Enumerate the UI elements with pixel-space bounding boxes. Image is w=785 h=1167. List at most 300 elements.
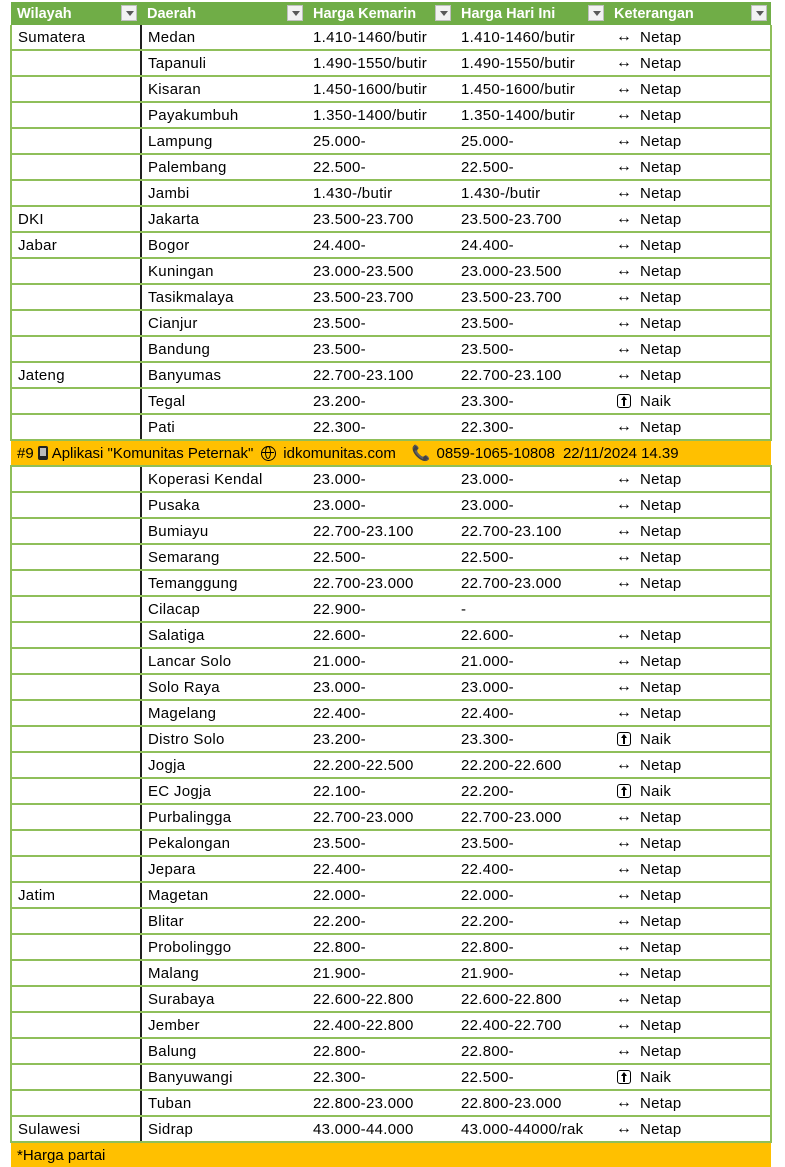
cell-keterangan[interactable] <box>608 544 771 570</box>
left-right-arrow-icon: ↔ <box>615 1016 633 1033</box>
cell-harga-kemarin[interactable]: 1.430-/butir <box>307 180 455 206</box>
cell-wilayah[interactable] <box>11 492 141 518</box>
status-label: Netap <box>640 912 682 930</box>
cell-daerah[interactable]: Blitar <box>141 908 307 934</box>
cell-harga-kemarin[interactable]: 22.400- <box>307 700 455 726</box>
cell-harga-kemarin[interactable]: 21.900- <box>307 960 455 986</box>
telephone-icon: 📞 <box>411 445 431 462</box>
cell-harga-hari-ini[interactable]: 22.500- <box>455 544 608 570</box>
cell-keterangan[interactable] <box>608 50 771 76</box>
status-label: Netap <box>640 132 682 150</box>
cell-keterangan[interactable] <box>608 1116 771 1142</box>
footer-note: *Harga partai <box>11 1142 771 1167</box>
cell-harga-kemarin[interactable]: 25.000- <box>307 128 455 154</box>
up-arrow-icon <box>617 784 631 798</box>
table-row <box>11 856 771 882</box>
table-row <box>11 180 771 206</box>
status-label: Netap <box>640 678 682 696</box>
cell-keterangan[interactable] <box>608 492 771 518</box>
cell-wilayah[interactable] <box>11 1038 141 1064</box>
cell-wilayah[interactable] <box>11 700 141 726</box>
spreadsheet <box>10 2 770 1167</box>
table-row <box>11 518 771 544</box>
cell-wilayah[interactable] <box>11 752 141 778</box>
cell-harga-hari-ini[interactable]: 22.400-22.700 <box>455 1012 608 1038</box>
filter-dropdown-icon[interactable] <box>588 5 604 21</box>
cell-daerah[interactable]: Probolinggo <box>141 934 307 960</box>
cell-wilayah[interactable] <box>11 336 141 362</box>
status-label: Netap <box>640 964 682 982</box>
cell-harga-kemarin[interactable]: 22.900- <box>307 596 455 622</box>
cell-harga-hari-ini[interactable]: 1.490-1550/butir <box>455 50 608 76</box>
cell-keterangan[interactable] <box>608 908 771 934</box>
cell-daerah[interactable]: Medan <box>141 25 307 50</box>
cell-daerah[interactable]: Magetan <box>141 882 307 908</box>
cell-daerah[interactable]: Magelang <box>141 700 307 726</box>
cell-daerah[interactable]: Balung <box>141 1038 307 1064</box>
cell-harga-kemarin[interactable]: 24.400- <box>307 232 455 258</box>
cell-harga-hari-ini[interactable]: 23.300- <box>455 388 608 414</box>
header-label: Harga Kemarin <box>313 5 417 22</box>
cell-wilayah[interactable] <box>11 180 141 206</box>
cell-daerah[interactable]: Malang <box>141 960 307 986</box>
table-row <box>11 1116 771 1142</box>
cell-harga-kemarin[interactable]: 1.450-1600/butir <box>307 76 455 102</box>
table-row <box>11 25 771 50</box>
cell-harga-hari-ini[interactable]: 22.600-22.800 <box>455 986 608 1012</box>
cell-harga-hari-ini[interactable]: 22.400- <box>455 700 608 726</box>
cell-harga-hari-ini[interactable]: 23.000- <box>455 492 608 518</box>
cell-keterangan[interactable] <box>608 1012 771 1038</box>
cell-harga-hari-ini[interactable]: 21.000- <box>455 648 608 674</box>
cell-keterangan[interactable] <box>608 830 771 856</box>
cell-daerah[interactable]: Distro Solo <box>141 726 307 752</box>
table-row <box>11 596 771 622</box>
left-right-arrow-icon: ↔ <box>615 964 633 981</box>
cell-daerah[interactable]: EC Jogja <box>141 778 307 804</box>
cell-harga-kemarin[interactable]: 22.500- <box>307 544 455 570</box>
status-label: Netap <box>640 626 682 644</box>
cell-keterangan[interactable] <box>608 986 771 1012</box>
cell-harga-hari-ini[interactable]: 22.800- <box>455 1038 608 1064</box>
cell-harga-hari-ini[interactable]: 22.300- <box>455 414 608 440</box>
cell-harga-hari-ini[interactable]: 22.700-23.100 <box>455 362 608 388</box>
cell-harga-hari-ini[interactable]: 22.200- <box>455 778 608 804</box>
cell-harga-hari-ini[interactable]: 22.600- <box>455 622 608 648</box>
cell-harga-kemarin[interactable]: 23.500- <box>307 830 455 856</box>
cell-wilayah[interactable] <box>11 466 141 492</box>
table-row <box>11 50 771 76</box>
cell-wilayah[interactable] <box>11 778 141 804</box>
cell-daerah[interactable]: Surabaya <box>141 986 307 1012</box>
cell-harga-kemarin[interactable]: 22.000- <box>307 882 455 908</box>
cell-harga-hari-ini[interactable]: 23.000- <box>455 674 608 700</box>
status-label: Netap <box>640 522 682 540</box>
cell-harga-kemarin[interactable]: 22.600- <box>307 622 455 648</box>
cell-daerah[interactable]: Sidrap <box>141 1116 307 1142</box>
cell-wilayah[interactable] <box>11 102 141 128</box>
up-arrow-icon <box>617 394 631 408</box>
cell-daerah[interactable]: Bumiayu <box>141 518 307 544</box>
cell-harga-kemarin[interactable]: 22.600-22.800 <box>307 986 455 1012</box>
cell-wilayah[interactable]: DKI <box>11 206 141 232</box>
cell-daerah[interactable]: Jambi <box>141 180 307 206</box>
cell-daerah[interactable]: Jakarta <box>141 206 307 232</box>
cell-wilayah[interactable] <box>11 414 141 440</box>
cell-daerah[interactable]: Cianjur <box>141 310 307 336</box>
cell-keterangan[interactable] <box>608 388 771 414</box>
cell-harga-kemarin[interactable]: 23.000- <box>307 466 455 492</box>
status-label: Netap <box>640 236 682 254</box>
cell-daerah[interactable]: Temanggung <box>141 570 307 596</box>
cell-keterangan[interactable] <box>608 596 771 622</box>
cell-keterangan[interactable] <box>608 154 771 180</box>
cell-wilayah[interactable] <box>11 1090 141 1116</box>
cell-wilayah[interactable] <box>11 622 141 648</box>
cell-harga-hari-ini[interactable]: 22.800-23.000 <box>455 1090 608 1116</box>
cell-wilayah[interactable] <box>11 1012 141 1038</box>
cell-daerah[interactable]: Palembang <box>141 154 307 180</box>
cell-daerah[interactable]: Banyuwangi <box>141 1064 307 1090</box>
table-row <box>11 1012 771 1038</box>
up-arrow-icon <box>617 1070 631 1084</box>
header-harga-hari-ini <box>455 2 608 25</box>
status-label: Netap <box>640 1120 682 1138</box>
cell-keterangan[interactable] <box>608 518 771 544</box>
cell-keterangan[interactable] <box>608 778 771 804</box>
cell-wilayah[interactable]: Jabar <box>11 232 141 258</box>
table-row <box>11 934 771 960</box>
cell-keterangan[interactable] <box>608 856 771 882</box>
left-right-arrow-icon: ↔ <box>615 184 633 201</box>
cell-keterangan[interactable] <box>608 570 771 596</box>
banner-website[interactable]: idkomunitas.com <box>283 444 396 462</box>
cell-wilayah[interactable] <box>11 934 141 960</box>
cell-harga-hari-ini[interactable]: 23.500-23.700 <box>455 206 608 232</box>
status-label: Netap <box>640 80 682 98</box>
cell-harga-hari-ini[interactable]: 22.500- <box>455 154 608 180</box>
cell-keterangan[interactable] <box>608 25 771 50</box>
cell-keterangan[interactable] <box>608 76 771 102</box>
status-label: Netap <box>640 366 682 384</box>
cell-daerah[interactable]: Bogor <box>141 232 307 258</box>
table-row <box>11 700 771 726</box>
cell-harga-hari-ini[interactable]: 23.000- <box>455 466 608 492</box>
cell-harga-hari-ini[interactable]: 22.700-23.100 <box>455 518 608 544</box>
cell-keterangan[interactable] <box>608 128 771 154</box>
cell-daerah[interactable]: Tapanuli <box>141 50 307 76</box>
cell-harga-hari-ini[interactable]: 22.500- <box>455 1064 608 1090</box>
cell-harga-kemarin[interactable]: 22.400-22.800 <box>307 1012 455 1038</box>
cell-harga-kemarin[interactable]: 1.490-1550/butir <box>307 50 455 76</box>
cell-harga-kemarin[interactable]: 22.500- <box>307 154 455 180</box>
cell-keterangan[interactable] <box>608 258 771 284</box>
cell-keterangan[interactable] <box>608 752 771 778</box>
left-right-arrow-icon: ↔ <box>615 1042 633 1059</box>
cell-keterangan[interactable] <box>608 674 771 700</box>
cell-harga-hari-ini[interactable]: 23.500-23.700 <box>455 284 608 310</box>
filter-dropdown-icon[interactable] <box>751 5 767 21</box>
cell-daerah[interactable]: Solo Raya <box>141 674 307 700</box>
filter-dropdown-icon[interactable] <box>287 5 303 21</box>
cell-daerah[interactable]: Purbalingga <box>141 804 307 830</box>
table-row <box>11 102 771 128</box>
cell-wilayah[interactable] <box>11 726 141 752</box>
table-row <box>11 830 771 856</box>
cell-keterangan[interactable] <box>608 726 771 752</box>
status-label: Netap <box>640 652 682 670</box>
cell-wilayah[interactable] <box>11 518 141 544</box>
cell-harga-hari-ini[interactable]: - <box>455 596 608 622</box>
cell-wilayah[interactable] <box>11 284 141 310</box>
cell-daerah[interactable]: Tasikmalaya <box>141 284 307 310</box>
cell-daerah[interactable]: Bandung <box>141 336 307 362</box>
status-label: Netap <box>640 1094 682 1112</box>
cell-wilayah[interactable] <box>11 856 141 882</box>
left-right-arrow-icon: ↔ <box>615 288 633 305</box>
cell-keterangan[interactable] <box>608 362 771 388</box>
cell-keterangan[interactable] <box>608 102 771 128</box>
cell-harga-hari-ini[interactable]: 23.500- <box>455 310 608 336</box>
table-row <box>11 986 771 1012</box>
status-label: Netap <box>640 938 682 956</box>
banner-phone[interactable]: 0859-1065-10808 <box>436 444 555 462</box>
cell-keterangan[interactable] <box>608 1090 771 1116</box>
table-row <box>11 414 771 440</box>
table-row <box>11 622 771 648</box>
header-label: Daerah <box>147 5 197 22</box>
cell-wilayah[interactable] <box>11 1064 141 1090</box>
cell-harga-hari-ini[interactable]: 22.700-23.000 <box>455 570 608 596</box>
cell-wilayah[interactable] <box>11 76 141 102</box>
cell-wilayah[interactable] <box>11 596 141 622</box>
cell-keterangan[interactable] <box>608 232 771 258</box>
cell-daerah[interactable]: Jepara <box>141 856 307 882</box>
cell-daerah[interactable]: Tegal <box>141 388 307 414</box>
cell-keterangan[interactable] <box>608 206 771 232</box>
left-right-arrow-icon: ↔ <box>615 574 633 591</box>
cell-keterangan[interactable] <box>608 180 771 206</box>
cell-harga-kemarin[interactable]: 23.200- <box>307 388 455 414</box>
cell-daerah[interactable]: Lancar Solo <box>141 648 307 674</box>
cell-harga-kemarin[interactable]: 22.300- <box>307 414 455 440</box>
cell-wilayah[interactable] <box>11 388 141 414</box>
cell-daerah[interactable]: Pusaka <box>141 492 307 518</box>
cell-harga-kemarin[interactable]: 22.800- <box>307 1038 455 1064</box>
cell-harga-kemarin[interactable]: 23.000-23.500 <box>307 258 455 284</box>
cell-daerah[interactable]: Jember <box>141 1012 307 1038</box>
cell-keterangan[interactable] <box>608 414 771 440</box>
left-right-arrow-icon: ↔ <box>615 132 633 149</box>
table-row <box>11 544 771 570</box>
cell-wilayah[interactable] <box>11 544 141 570</box>
cell-daerah[interactable]: Kuningan <box>141 258 307 284</box>
cell-wilayah[interactable] <box>11 154 141 180</box>
cell-keterangan[interactable] <box>608 882 771 908</box>
cell-wilayah[interactable] <box>11 830 141 856</box>
cell-daerah[interactable]: Jogja <box>141 752 307 778</box>
filter-dropdown-icon[interactable] <box>121 5 137 21</box>
cell-harga-hari-ini[interactable]: 22.400- <box>455 856 608 882</box>
cell-harga-kemarin[interactable]: 23.500- <box>307 336 455 362</box>
cell-wilayah[interactable] <box>11 960 141 986</box>
cell-daerah[interactable]: Lampung <box>141 128 307 154</box>
cell-daerah[interactable]: Cilacap <box>141 596 307 622</box>
cell-harga-hari-ini[interactable]: 43.000-44000/rak <box>455 1116 608 1142</box>
cell-daerah[interactable]: Semarang <box>141 544 307 570</box>
cell-harga-hari-ini[interactable]: 1.450-1600/butir <box>455 76 608 102</box>
cell-harga-kemarin[interactable]: 1.350-1400/butir <box>307 102 455 128</box>
cell-harga-hari-ini[interactable]: 24.400- <box>455 232 608 258</box>
filter-dropdown-icon[interactable] <box>435 5 451 21</box>
table-row <box>11 466 771 492</box>
cell-harga-hari-ini[interactable]: 1.350-1400/butir <box>455 102 608 128</box>
cell-wilayah[interactable] <box>11 310 141 336</box>
cell-harga-kemarin[interactable]: 23.500-23.700 <box>307 206 455 232</box>
cell-keterangan[interactable] <box>608 284 771 310</box>
left-right-arrow-icon: ↔ <box>615 106 633 123</box>
cell-daerah[interactable]: Kisaran <box>141 76 307 102</box>
cell-keterangan[interactable] <box>608 1038 771 1064</box>
cell-harga-kemarin[interactable]: 22.800-23.000 <box>307 1090 455 1116</box>
status-label: Netap <box>640 756 682 774</box>
cell-daerah[interactable]: Payakumbuh <box>141 102 307 128</box>
cell-harga-hari-ini[interactable]: 22.700-23.000 <box>455 804 608 830</box>
cell-wilayah[interactable] <box>11 128 141 154</box>
cell-wilayah[interactable] <box>11 674 141 700</box>
cell-wilayah[interactable]: Sumatera <box>11 25 141 50</box>
cell-harga-kemarin[interactable]: 23.000- <box>307 674 455 700</box>
table-row <box>11 76 771 102</box>
cell-wilayah[interactable]: Sulawesi <box>11 1116 141 1142</box>
mobile-phone-icon <box>38 446 48 460</box>
table-row <box>11 310 771 336</box>
cell-keterangan[interactable] <box>608 466 771 492</box>
cell-harga-hari-ini[interactable]: 1.410-1460/butir <box>455 25 608 50</box>
cell-harga-kemarin[interactable]: 22.200-22.500 <box>307 752 455 778</box>
cell-harga-kemarin[interactable]: 22.100- <box>307 778 455 804</box>
status-label: Netap <box>640 886 682 904</box>
cell-wilayah[interactable] <box>11 986 141 1012</box>
cell-harga-kemarin[interactable]: 22.700-23.100 <box>307 518 455 544</box>
cell-harga-kemarin[interactable]: 22.700-23.000 <box>307 570 455 596</box>
cell-harga-hari-ini[interactable]: 23.500- <box>455 830 608 856</box>
cell-harga-kemarin[interactable]: 23.500-23.700 <box>307 284 455 310</box>
table-row <box>11 882 771 908</box>
table-body-bottom <box>11 466 771 1142</box>
cell-harga-kemarin[interactable]: 22.700-23.000 <box>307 804 455 830</box>
banner-prefix: #9 <box>17 444 34 462</box>
cell-wilayah[interactable] <box>11 258 141 284</box>
left-right-arrow-icon: ↔ <box>615 28 633 45</box>
status-label: Netap <box>640 548 682 566</box>
table-body-top <box>11 25 771 440</box>
banner-datetime: 22/11/2024 14.39 <box>562 444 679 462</box>
table-row <box>11 336 771 362</box>
cell-keterangan[interactable] <box>608 934 771 960</box>
cell-daerah[interactable]: Pekalongan <box>141 830 307 856</box>
cell-keterangan[interactable] <box>608 804 771 830</box>
cell-harga-hari-ini[interactable]: 23.300- <box>455 726 608 752</box>
table-row <box>11 232 771 258</box>
cell-harga-hari-ini[interactable]: 1.430-/butir <box>455 180 608 206</box>
cell-wilayah[interactable] <box>11 50 141 76</box>
globe-icon <box>261 446 276 461</box>
cell-keterangan[interactable] <box>608 1064 771 1090</box>
footer-row <box>11 1142 771 1167</box>
status-label: Naik <box>640 392 672 410</box>
status-label: Netap <box>640 860 682 878</box>
cell-harga-kemarin[interactable]: 22.200- <box>307 908 455 934</box>
cell-harga-kemarin[interactable]: 22.800- <box>307 934 455 960</box>
cell-keterangan[interactable] <box>608 310 771 336</box>
cell-harga-kemarin[interactable]: 23.000- <box>307 492 455 518</box>
cell-harga-hari-ini[interactable]: 23.500- <box>455 336 608 362</box>
cell-harga-kemarin[interactable]: 1.410-1460/butir <box>307 25 455 50</box>
banner-app-text: Aplikasi "Komunitas Peternak" <box>51 444 254 462</box>
cell-harga-hari-ini[interactable]: 22.200-22.600 <box>455 752 608 778</box>
header-label: Keterangan <box>614 5 694 22</box>
cell-harga-kemarin[interactable]: 22.400- <box>307 856 455 882</box>
left-right-arrow-icon: ↔ <box>615 704 633 721</box>
cell-keterangan[interactable] <box>608 336 771 362</box>
table-row <box>11 648 771 674</box>
cell-harga-kemarin[interactable]: 43.000-44.000 <box>307 1116 455 1142</box>
header-label: Harga Hari Ini <box>461 5 556 22</box>
cell-harga-hari-ini[interactable]: 22.800- <box>455 934 608 960</box>
status-label: Netap <box>640 54 682 72</box>
cell-wilayah[interactable] <box>11 908 141 934</box>
status-label: Netap <box>640 834 682 852</box>
cell-wilayah[interactable] <box>11 570 141 596</box>
cell-keterangan[interactable] <box>608 960 771 986</box>
cell-harga-hari-ini[interactable]: 23.000-23.500 <box>455 258 608 284</box>
cell-harga-hari-ini[interactable]: 21.900- <box>455 960 608 986</box>
cell-daerah[interactable]: Tuban <box>141 1090 307 1116</box>
cell-harga-kemarin[interactable]: 23.200- <box>307 726 455 752</box>
left-right-arrow-icon: ↔ <box>615 54 633 71</box>
cell-harga-hari-ini[interactable]: 22.000- <box>455 882 608 908</box>
cell-keterangan[interactable] <box>608 622 771 648</box>
status-label: Netap <box>640 1016 682 1034</box>
status-label: Naik <box>640 730 672 748</box>
cell-wilayah[interactable] <box>11 804 141 830</box>
cell-daerah[interactable]: Banyumas <box>141 362 307 388</box>
cell-daerah[interactable]: Koperasi Kendal <box>141 466 307 492</box>
cell-harga-kemarin[interactable]: 22.700-23.100 <box>307 362 455 388</box>
cell-harga-kemarin[interactable]: 21.000- <box>307 648 455 674</box>
cell-keterangan[interactable] <box>608 648 771 674</box>
table-row <box>11 570 771 596</box>
cell-wilayah[interactable]: Jatim <box>11 882 141 908</box>
cell-harga-hari-ini[interactable]: 22.200- <box>455 908 608 934</box>
cell-harga-kemarin[interactable]: 23.500- <box>307 310 455 336</box>
status-label: Netap <box>640 704 682 722</box>
table-row <box>11 128 771 154</box>
left-right-arrow-icon: ↔ <box>615 470 633 487</box>
cell-keterangan[interactable] <box>608 700 771 726</box>
cell-wilayah[interactable]: Jateng <box>11 362 141 388</box>
status-label: Netap <box>640 288 682 306</box>
left-right-arrow-icon: ↔ <box>615 626 633 643</box>
cell-harga-kemarin[interactable]: 22.300- <box>307 1064 455 1090</box>
cell-wilayah[interactable] <box>11 648 141 674</box>
cell-harga-hari-ini[interactable]: 25.000- <box>455 128 608 154</box>
cell-daerah[interactable]: Pati <box>141 414 307 440</box>
header-label: Wilayah <box>17 5 72 22</box>
left-right-arrow-icon: ↔ <box>615 1120 633 1137</box>
cell-daerah[interactable]: Salatiga <box>141 622 307 648</box>
